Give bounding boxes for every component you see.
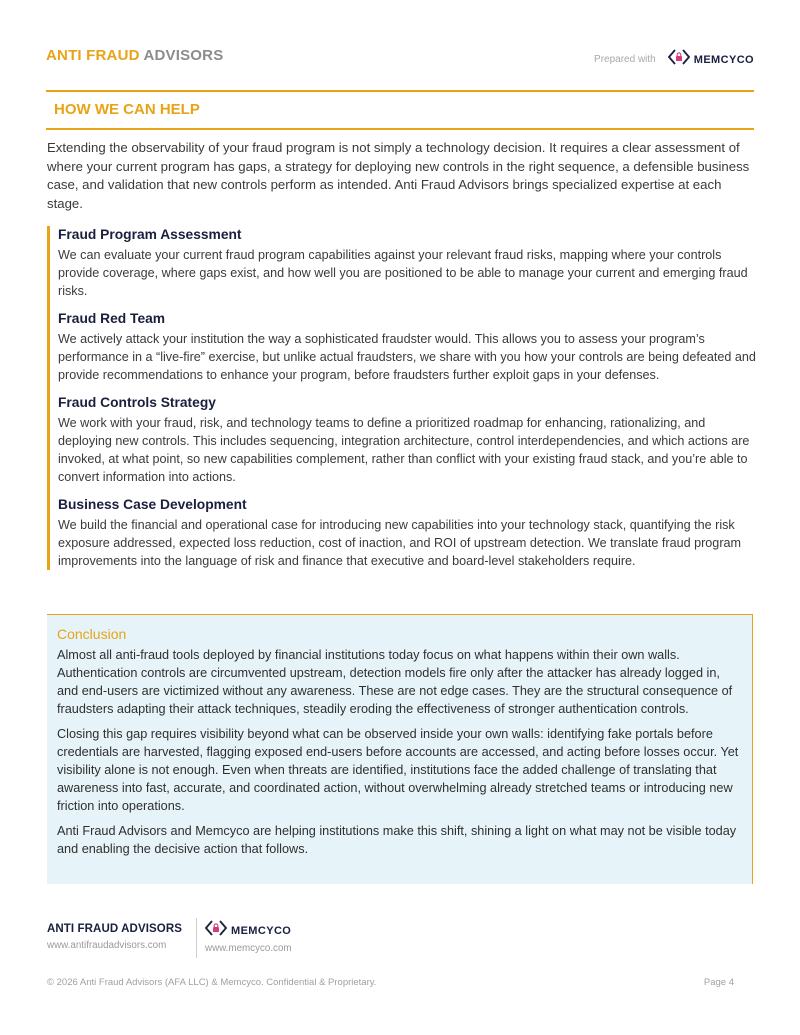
footer-memcyco-url[interactable]: www.memcyco.com	[205, 943, 292, 954]
section-rule-top	[46, 90, 754, 92]
services-list	[47, 226, 759, 570]
service-title: Business Case Development	[58, 497, 247, 512]
footer-memcyco	[205, 920, 292, 954]
memcyco-logo	[668, 49, 754, 70]
section-title: HOW WE CAN HELP	[54, 101, 200, 118]
brand-logo	[46, 47, 223, 64]
service-body: We actively attack your institution the way a sophisticated fraudster would. This allows you to assess your program’s performance in a “live-fire” exercise, but unlike actual fraudsters, we share with you how your controls are being defeated and provide recommendations to enhance your program, before fraudsters further exploit gaps in your defenses.	[58, 332, 756, 382]
footer-afa-brand: ANTI FRAUD ADVISORS	[47, 923, 183, 935]
partner-name: MEMCYCO	[693, 53, 754, 66]
memcyco-lock-icon	[668, 49, 690, 70]
intro-paragraph: Extending the observability of your fraud program is not simply a technology decision. It requires a clear assessment of where your current program has gaps, a strategy for deploying new controls in the right sequence, a defensible business case, and validation that new controls perform as intended. Anti Fraud Advisors brings specialized expertise at each stage.	[47, 140, 750, 211]
page-header	[46, 47, 754, 71]
service-body: We work with your fraud, risk, and technology teams to define a prioritized roadmap for enhancing, rationalizing, and deploying new controls. This includes sequencing, integration architecture, control interdependencies, and which actions are invoked, at what point, so new capabilities complement, rather than conflict with your existing fraud stack, and you’re able to convert information into actions.	[58, 416, 750, 484]
service-body: We can evaluate your current fraud program capabilities against your relevant fraud risks, mapping where your controls provide coverage, where gaps exist, and how well you are positioned to be able to manage your current and emerging fraud risks.	[58, 248, 748, 298]
service-item	[58, 226, 759, 300]
prepared-label: Prepared with	[594, 54, 656, 65]
prepared-with	[594, 49, 754, 70]
page-number: Page 4	[703, 977, 734, 988]
service-item	[58, 310, 759, 384]
footer-afa	[47, 923, 182, 951]
service-body: We build the financial and operational case for introducing new capabilities into your technology stack, quantifying the risk exposure addressed, expected loss reduction, cost of inaction, and ROI of upstream detection. We translate fraud program improvements into the language of risk and finance that executive and board-level stakeholders require.	[58, 518, 742, 568]
service-title: Fraud Red Team	[58, 311, 166, 326]
brand-primary: ANTI FRAUD	[46, 47, 140, 64]
memcyco-lock-icon	[205, 920, 227, 941]
service-title: Fraud Controls Strategy	[58, 395, 216, 410]
brand-secondary: ADVISORS	[143, 47, 224, 64]
service-item	[58, 394, 759, 486]
footer-afa-url[interactable]: www.antifraudadvisors.com	[47, 940, 167, 951]
footer-divider	[196, 918, 197, 958]
section-rule-bottom	[46, 128, 754, 130]
conclusion-paragraph: Almost all anti-fraud tools deployed by financial institutions today focus on what happens within their own walls. Authentication controls are circumvented upstream, detection models fire only after the attacker has already logged in, and end-users are victimized without any awareness. These are not edge cases. They are the structural consequence of fraudsters adapting their attack techniques, steadily eroding the effectiveness of stronger authentication controls.	[57, 648, 733, 716]
footer-memcyco-logo	[205, 920, 292, 941]
copyright-notice: © 2026 Anti Fraud Advisors (AFA LLC) & Memcyco. Confidential & Proprietary.	[47, 977, 377, 988]
conclusion-paragraph: Anti Fraud Advisors and Memcyco are helping institutions make this shift, shining a light on what may not be visible today and enabling the decisive action that follows.	[57, 824, 737, 856]
footer-memcyco-brand: MEMCYCO	[231, 924, 292, 937]
service-item	[58, 496, 759, 570]
conclusion-paragraph: Closing this gap requires visibility beyond what can be observed inside your own walls: identifying fake portals before credentials are harvested, flagging exposed end-users before accounts are accessed, and acting before losses occur. Yet visibility alone is not enough. Even when threats are identified, institutions face the added challenge of translating that awareness into fast, accurate, and coordinated action, without overwhelming already stretched teams or introducing new friction into operations.	[57, 727, 739, 813]
service-title: Fraud Program Assessment	[58, 227, 242, 242]
conclusion-title: Conclusion	[57, 626, 127, 642]
conclusion-box	[47, 614, 753, 884]
